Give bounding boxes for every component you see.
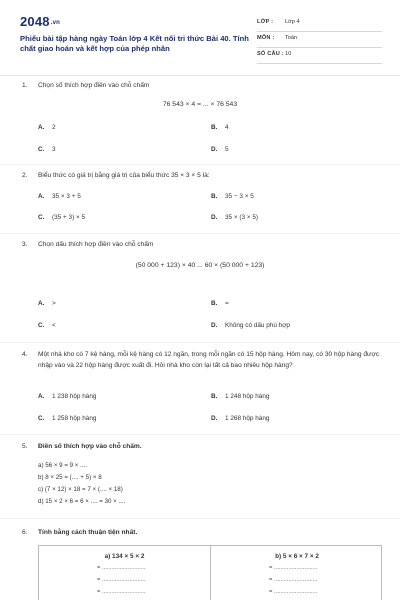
calculation-title: a) 134 × 5 × 2 <box>104 553 145 560</box>
worksheet-meta <box>257 16 382 64</box>
option-d[interactable]: D. 35 × (3 × 5) <box>211 214 259 221</box>
question-number: 5. <box>22 443 28 450</box>
answer-line: = ........................... <box>97 589 146 595</box>
meta-row-class <box>257 16 382 32</box>
meta-row-count <box>257 48 382 64</box>
question-expression: (50 000 + 123) × 40 ... 60 × (50 000 + 123) <box>135 262 265 269</box>
fill-in-line: c) (7 × 12) × 18 = 7 × (.... × 18) <box>38 486 123 493</box>
option-b[interactable]: B. = <box>211 300 229 307</box>
question-expression: 76 543 × 4 = ... × 76 543 <box>162 101 238 108</box>
answer-line: = ........................... <box>97 577 146 583</box>
meta-label: SỐ CÂU : <box>257 51 284 57</box>
question-divider <box>0 342 400 343</box>
option-b[interactable]: B. 1 248 hộp hàng <box>211 393 270 400</box>
meta-value: 10 <box>285 51 292 57</box>
question-text: Biểu thức có giá trị bằng giá trị của biểu thức 35 × 3 × 5 là: <box>38 172 210 179</box>
question-divider <box>0 233 400 234</box>
site-logo[interactable]: 2048.vn <box>20 14 61 29</box>
calculation-table <box>38 545 382 600</box>
question-number: 1. <box>22 82 28 89</box>
option-a[interactable]: A. 1 238 hộp hàng <box>38 393 97 400</box>
question-divider <box>0 164 400 165</box>
question-divider <box>0 434 400 435</box>
calculation-cell-b <box>211 546 383 600</box>
option-b[interactable]: B. 35 − 3 × 5 <box>211 193 254 200</box>
question-number: 2. <box>22 172 28 179</box>
calculation-title: b) 5 × 6 × 7 × 2 <box>275 553 319 560</box>
question-divider <box>0 518 400 519</box>
answer-line: = ........................... <box>97 565 146 571</box>
option-a[interactable]: A. > <box>38 300 56 307</box>
option-d[interactable]: D. 5 <box>211 146 229 153</box>
fill-in-line: b) 8 × 25 = (.... + 5) × 8 <box>38 474 102 481</box>
worksheet-header <box>0 0 400 66</box>
question-number: 6. <box>22 529 28 536</box>
calculation-cell-a <box>39 546 211 600</box>
option-d[interactable]: D. 1 268 hộp hàng <box>211 415 270 422</box>
option-c[interactable]: C. < <box>38 322 56 329</box>
fill-in-line: a) 56 × 9 = 9 × .... <box>38 462 88 469</box>
header-divider <box>0 75 400 76</box>
option-c[interactable]: C. 1 258 hộp hàng <box>38 415 97 422</box>
meta-value: Lớp 4 <box>285 19 300 25</box>
answer-line: = ........................... <box>269 589 318 595</box>
option-c[interactable]: C. (35 + 3) × 5 <box>38 214 86 221</box>
question-text: Tính bằng cách thuận tiện nhất. <box>38 529 138 536</box>
question-text: Chọn dấu thích hợp điền vào chỗ chấm <box>38 241 154 248</box>
option-a[interactable]: A. 2 <box>38 124 56 131</box>
question-text: Chọn số thích hợp điền vào chỗ chấm <box>38 82 150 89</box>
option-a[interactable]: A. 35 × 3 + 5 <box>38 193 81 200</box>
answer-line: = ........................... <box>269 577 318 583</box>
answer-line: = ........................... <box>269 565 318 571</box>
fill-in-line: d) 15 × 2 × 6 = 6 × .... = 30 × .... <box>38 498 126 505</box>
meta-row-subject <box>257 32 382 48</box>
meta-value: Toán <box>285 35 298 41</box>
question-number: 4. <box>22 351 28 358</box>
question-text: Điền số thích hợp vào chỗ chấm. <box>38 443 142 450</box>
question-text: Một nhà kho có 7 kệ hàng, mỗi kệ hàng có 12 ngăn, trong mỗi ngăn có 15 hộp hàng. Hôm nay, có 30 hộp hàng được nhập vào và 22 hộp hàng được xuất đi. Hỏi nhà kho còn lại tất cả bao nhiêu hộp hàng? <box>38 351 380 369</box>
meta-label: MÔN : <box>257 35 275 41</box>
question-number: 3. <box>22 241 28 248</box>
option-b[interactable]: B. 4 <box>211 124 229 131</box>
option-d[interactable]: D. Không có dấu phù hợp <box>211 322 290 329</box>
worksheet-title: Phiếu bài tập hàng ngày Toán lớp 4 Kết nối tri thức Bài 40. Tính chất giao hoán và kết hợp của phép nhân <box>20 34 249 53</box>
meta-label: LỚP : <box>257 19 274 25</box>
option-c[interactable]: C. 3 <box>38 146 56 153</box>
